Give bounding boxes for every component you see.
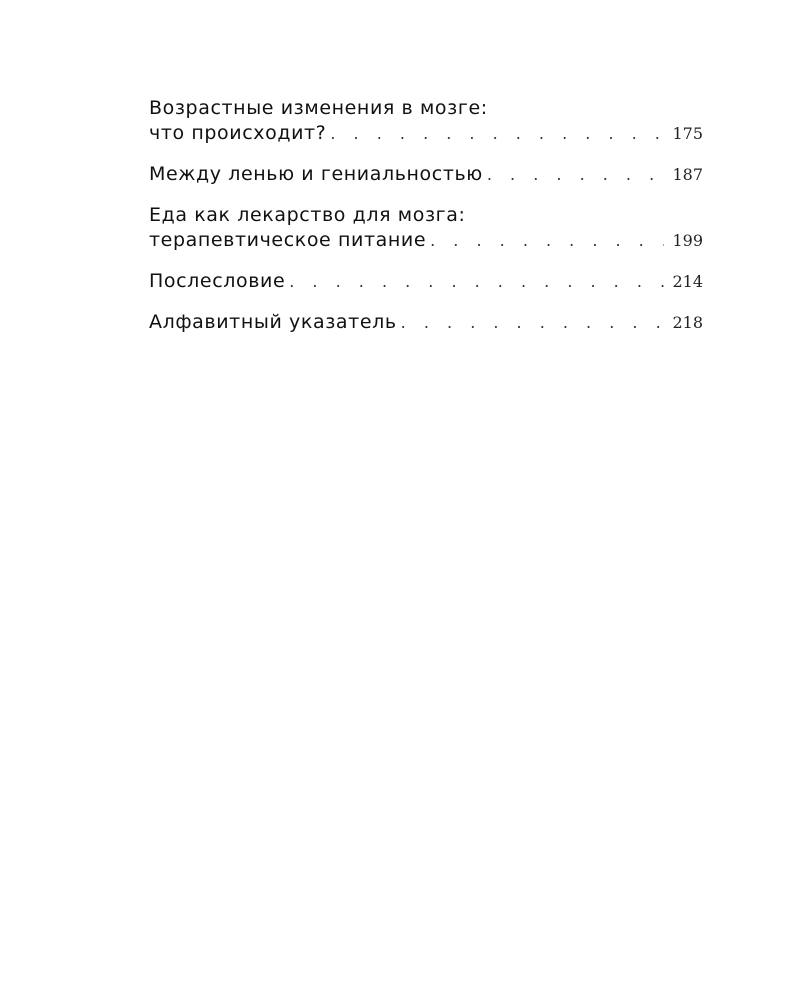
toc-entry-title: Возрастные изменения в мозге: [149, 97, 488, 119]
dot-leader [401, 310, 665, 335]
toc-title-line [149, 162, 703, 187]
toc-title-line [149, 310, 703, 335]
dot-leader [430, 228, 664, 253]
toc-entry-afterword[interactable] [149, 269, 703, 294]
toc-entry-title: Послесловие [149, 270, 286, 292]
page-number: 187 [672, 165, 703, 184]
table-of-contents [149, 96, 703, 351]
dot-leader [289, 269, 664, 294]
dot-leader [330, 121, 664, 146]
toc-title-line [149, 96, 703, 121]
toc-title-line [149, 228, 703, 253]
toc-entry-index[interactable] [149, 310, 703, 335]
toc-entry-title: Между ленью и гениальностью [149, 163, 483, 185]
toc-entry-age-changes[interactable] [149, 96, 703, 146]
toc-title-line [149, 203, 703, 228]
page-number: 175 [672, 124, 703, 143]
toc-entry-title: Алфавитный указатель [149, 311, 397, 333]
page-number: 214 [672, 272, 703, 291]
toc-entry-laziness-genius[interactable] [149, 162, 703, 187]
toc-entry-food-as-medicine[interactable] [149, 203, 703, 253]
dot-leader [487, 162, 665, 187]
toc-title-line [149, 121, 703, 146]
toc-entry-title: Еда как лекарство для мозга: [149, 204, 466, 226]
page-number: 199 [672, 231, 703, 250]
toc-entry-title: что происходит? [149, 122, 327, 144]
page-number: 218 [672, 313, 703, 332]
toc-entry-title: терапевтическое питание [149, 229, 427, 251]
toc-title-line [149, 269, 703, 294]
